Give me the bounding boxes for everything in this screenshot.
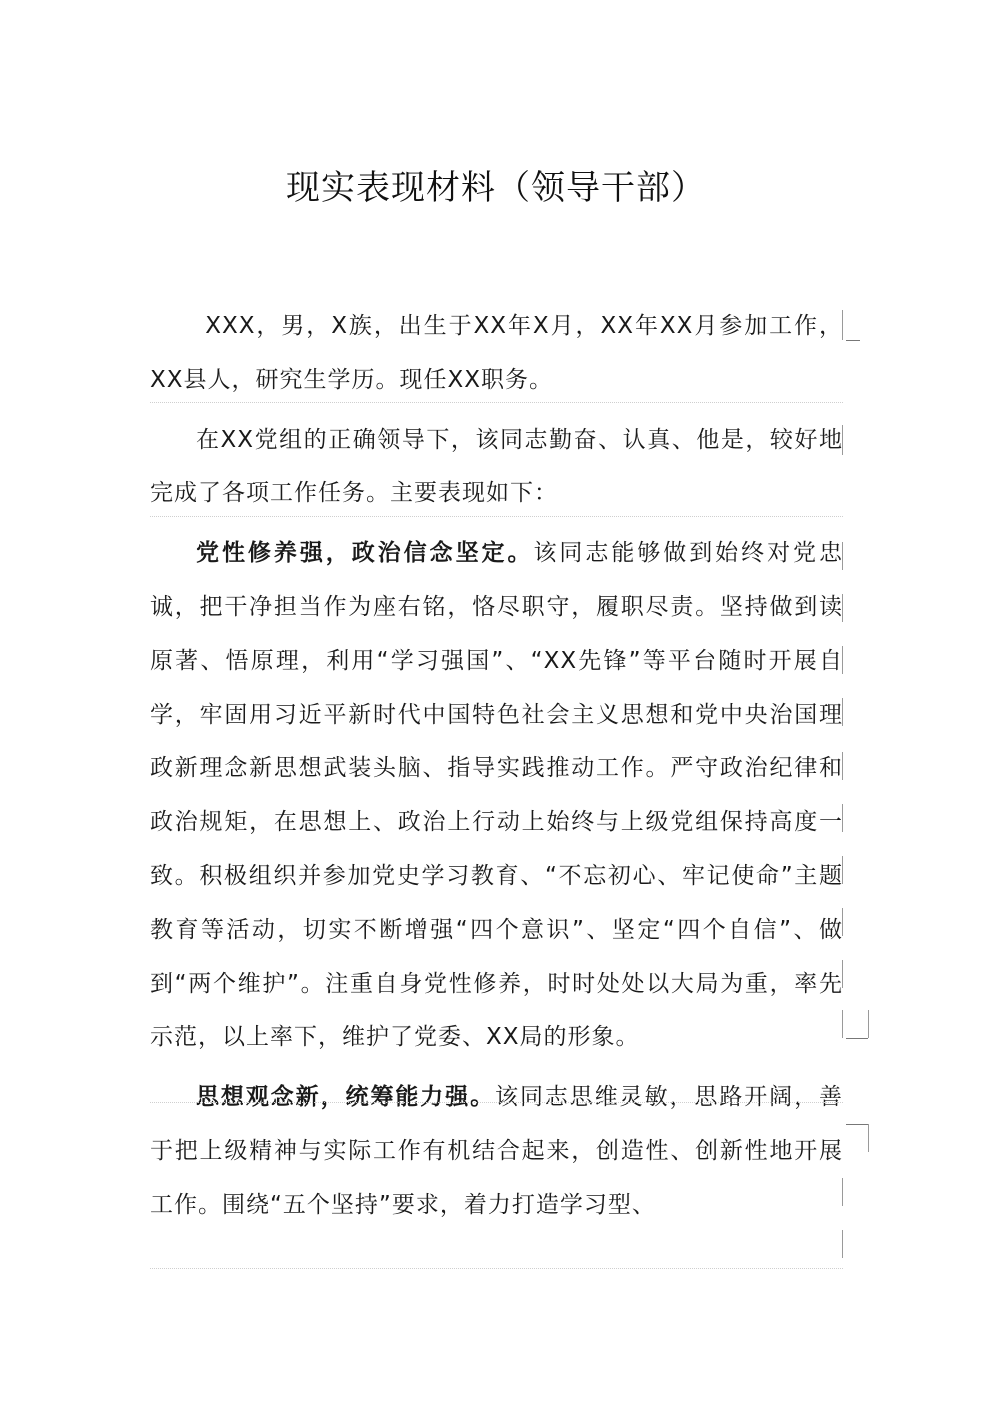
margin-marker xyxy=(842,1230,843,1258)
guide-line xyxy=(150,1102,843,1103)
margin-marker xyxy=(842,960,843,988)
margin-marker xyxy=(842,425,843,455)
document-title: 现实表现材料（领导干部） xyxy=(286,168,706,208)
margin-marker xyxy=(842,646,843,674)
margin-marker xyxy=(846,1038,868,1039)
margin-marker xyxy=(842,908,843,936)
paragraph-text: 该同志思维灵敏，思路开阔，善于把上级精神与实际工作有机结合起来，创造性、创新性地开展工作。围绕“五个坚持”要求，着力打造学习型、 xyxy=(150,1084,844,1218)
paragraph-basic-info xyxy=(150,300,843,408)
margin-marker xyxy=(842,856,843,884)
margin-marker xyxy=(842,310,843,340)
paragraph-thinking xyxy=(150,1071,843,1232)
document-body xyxy=(150,300,843,1233)
margin-marker xyxy=(868,1124,869,1152)
margin-marker xyxy=(842,542,843,570)
margin-marker xyxy=(846,340,860,341)
paragraph-text: 在XX党组的正确领导下，该同志勤奋、认真、他是，较好地完成了各项工作任务。主要表现如下： xyxy=(150,426,843,507)
margin-marker xyxy=(842,698,843,726)
margin-marker xyxy=(842,804,843,832)
margin-marker xyxy=(846,1124,868,1125)
paragraph-lead: 思想观念新，统筹能力强。 xyxy=(196,1084,496,1111)
margin-marker xyxy=(842,1010,843,1038)
paragraph-text: 该同志能够做到始终对党忠诚，把干净担当作为座右铭，恪尽职守，履职尽责。坚持做到读原著、悟原理，利用“学习强国”、“XX先锋”等平台随时开展自学，牢固用习近平新时代中国特色社会主义思想和党中央治国理政新理念新思想武装头脑、指导实践推动工作。严守政治纪律和政治规矩，在思想上、政治上行动上始终与上级党组保持高度一致。积极组织并参加党史学习教育、“不忘初心、牢记使命”主题教育等活动，切实不断增强“四个意识”、坚定“四个自信”、做到“两个维护”。注重自身党性修养，时时处处以大局为重，率先示范，以上率下，维护了党委、XX局的形象。 xyxy=(150,540,844,1051)
margin-marker xyxy=(842,752,843,780)
guide-line xyxy=(150,1268,843,1269)
margin-marker xyxy=(868,1010,869,1038)
margin-marker xyxy=(842,594,843,622)
paragraph-summary xyxy=(150,414,843,522)
paragraph-lead: 党性修养强，政治信念坚定。 xyxy=(196,540,534,567)
paragraph-party-spirit xyxy=(150,527,843,1065)
guide-line xyxy=(150,516,843,517)
margin-marker xyxy=(842,1178,843,1206)
paragraph-text: XXX，男，X族，出生于XX年X月，XX年XX月参加工作，XX县人，研究生学历。现任XX职务。 xyxy=(150,313,843,393)
guide-line xyxy=(150,402,843,403)
